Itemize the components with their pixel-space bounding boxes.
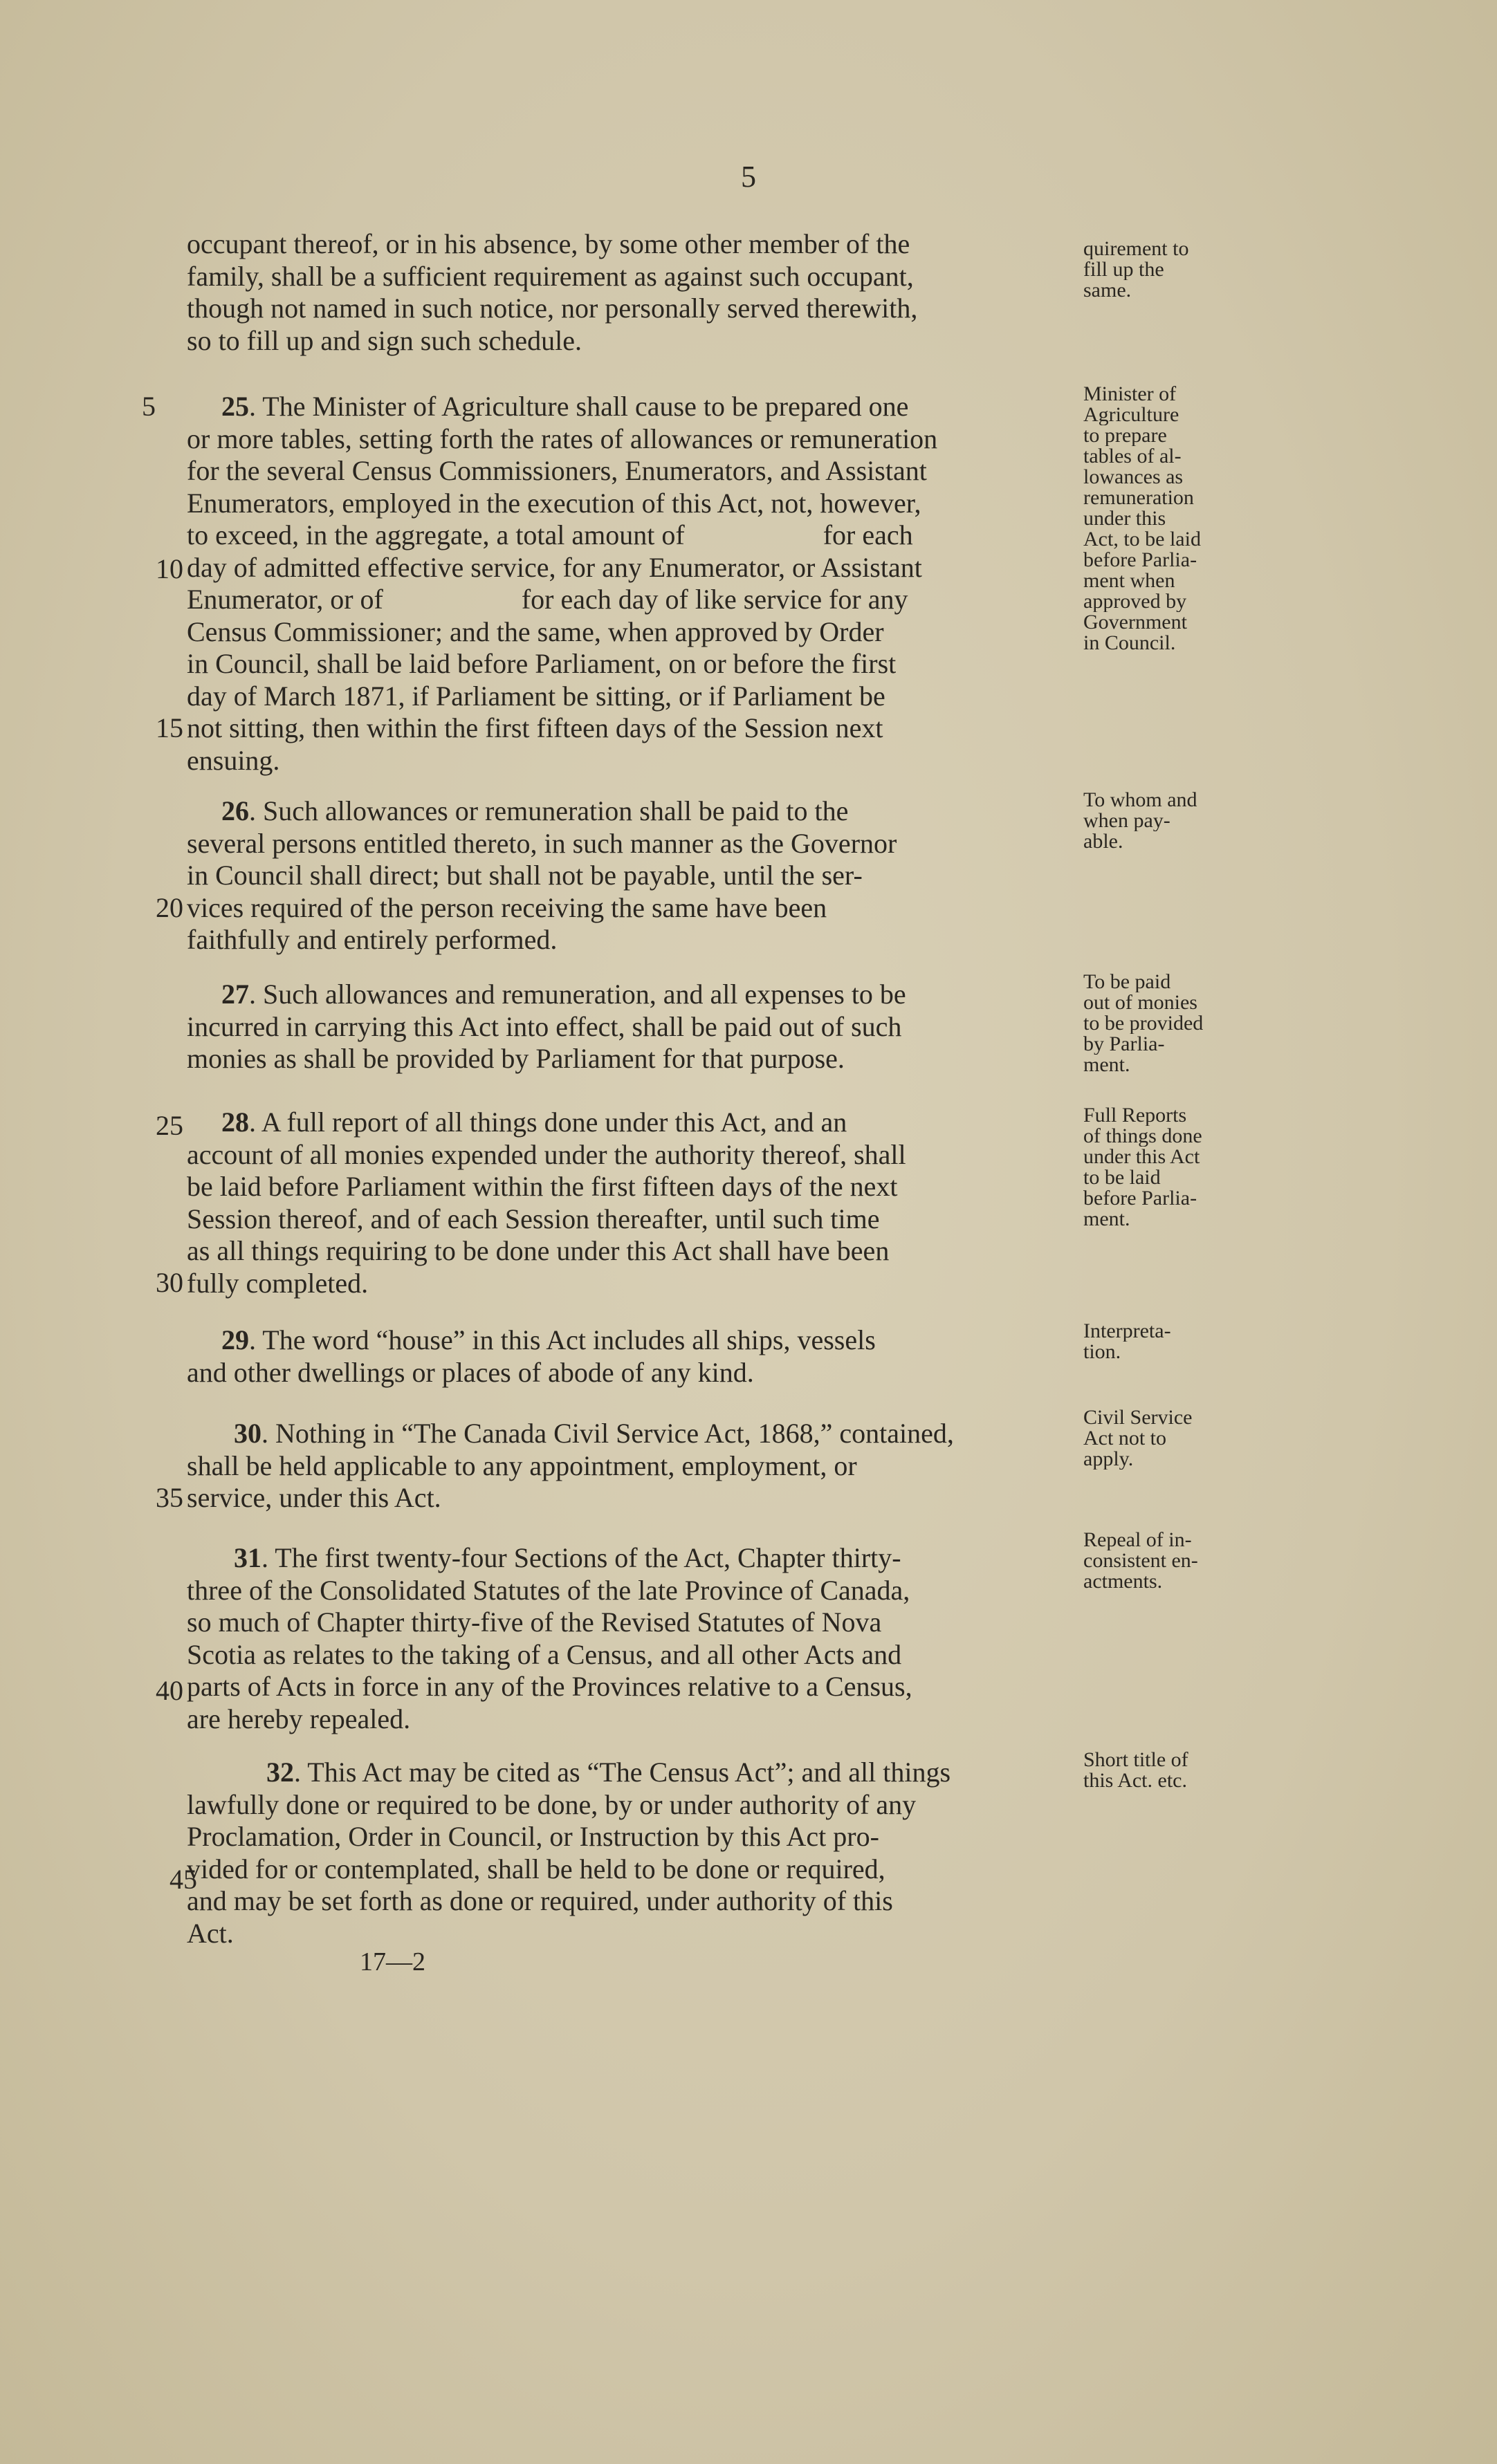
margin-note-32 xyxy=(1083,1750,1263,1791)
margin-note-line: before Parlia- xyxy=(1083,1188,1197,1209)
text-line: so much of Chapter thirty-five of the Revised Statutes of Nova xyxy=(187,1606,882,1638)
text-line: ensuing. xyxy=(187,744,280,776)
margin-note-line: ment. xyxy=(1083,1209,1130,1230)
margin-note-line: Government xyxy=(1083,612,1187,633)
section-number: 29 xyxy=(221,1324,249,1355)
section-32 xyxy=(187,1757,1100,1949)
line-number: 45 xyxy=(169,1864,197,1895)
section-number: 27 xyxy=(221,979,249,1010)
text-line: and may be set forth as done or required, under authority of this xyxy=(187,1885,893,1916)
margin-note-line: tables of al- xyxy=(1083,446,1182,467)
text-line-content: . A full report of all things done under this Act, and an xyxy=(249,1106,847,1138)
text-line: service, under this Act. xyxy=(187,1482,441,1513)
margin-note-line: Act, to be laid xyxy=(1083,529,1201,550)
text-line: account of all monies expended under the authority thereof, shall xyxy=(187,1138,906,1170)
margin-note-line: by Parlia- xyxy=(1083,1034,1165,1055)
margin-note-26 xyxy=(1083,790,1263,852)
text-line: or more tables, setting forth the rates of allowances or remuneration xyxy=(187,423,938,454)
text-line-content: . The Minister of Agriculture shall cause to be prepared one xyxy=(249,391,909,422)
section-29 xyxy=(187,1324,1100,1389)
section-30 xyxy=(187,1418,1100,1514)
text-line xyxy=(187,1324,1100,1357)
margin-note-line: able. xyxy=(1083,831,1123,852)
page-number: 5 xyxy=(741,160,756,194)
margin-note-line: to prepare xyxy=(1083,425,1167,446)
text-line xyxy=(187,1757,1100,1789)
margin-note-29 xyxy=(1083,1321,1263,1362)
text-line: several persons entitled thereto, in such manner as the Governor xyxy=(187,827,897,859)
text-line: are hereby repealed. xyxy=(187,1703,411,1734)
text-line: not sitting, then within the first fifteen days of the Session next xyxy=(187,712,883,743)
text-line-content: . The first twenty-four Sections of the Act, Chapter thirty- xyxy=(261,1542,901,1573)
section-26 xyxy=(187,795,1100,956)
text-line: fully completed. xyxy=(187,1267,369,1299)
margin-note-line: Repeal of in- xyxy=(1083,1530,1192,1550)
text-line xyxy=(187,795,1100,828)
margin-note-line: approved by xyxy=(1083,591,1187,612)
text-line: shall be held applicable to any appointment, employment, or xyxy=(187,1449,857,1481)
margin-note-line: To be paid xyxy=(1083,972,1171,992)
text-line xyxy=(187,1106,1100,1139)
margin-note-line: under this Act xyxy=(1083,1147,1200,1167)
text-line: Proclamation, Order in Council, or Instruction by this Act pro- xyxy=(187,1821,879,1852)
text-line: be laid before Parliament within the first fifteen days of the next xyxy=(187,1171,898,1202)
margin-note-line: Full Reports xyxy=(1083,1105,1187,1126)
text-line xyxy=(187,979,1100,1011)
section-number: 25 xyxy=(221,391,249,422)
text-line: to exceed, in the aggregate, a total amount of for each xyxy=(187,519,913,550)
margin-note-line: ment. xyxy=(1083,1055,1130,1075)
text-line: day of March 1871, if Parliament be sitting, or if Parliament be xyxy=(187,680,885,712)
text-line: day of admitted effective service, for any Enumerator, or Assistant xyxy=(187,551,922,583)
margin-note-28 xyxy=(1083,1105,1263,1230)
text-line: vices required of the person receiving the same have been xyxy=(187,891,827,923)
margin-note-line: Short title of xyxy=(1083,1750,1188,1770)
margin-note-line: fill up the xyxy=(1083,259,1164,280)
signature-mark: 17—2 xyxy=(360,1947,425,1976)
margin-note-31 xyxy=(1083,1530,1263,1592)
margin-note-27 xyxy=(1083,972,1263,1075)
section-number: 30 xyxy=(234,1418,261,1449)
margin-note-line: tion. xyxy=(1083,1342,1121,1362)
text-line: three of the Consolidated Statutes of the late Province of Canada, xyxy=(187,1574,910,1606)
margin-note-line: Civil Service xyxy=(1083,1407,1193,1428)
text-line: and other dwellings or places of abode of any kind. xyxy=(187,1356,754,1388)
text-line-content: . Such allowances or remuneration shall be paid to the xyxy=(249,795,849,826)
text-line: though not named in such notice, nor personally served therewith, xyxy=(187,293,918,324)
margin-note-line: apply. xyxy=(1083,1449,1134,1470)
section-continuation xyxy=(187,228,1100,357)
margin-note-continuation xyxy=(1083,239,1263,301)
section-number: 28 xyxy=(221,1106,249,1138)
text-line-content: . This Act may be cited as “The Census Act”; and all things xyxy=(294,1757,951,1788)
margin-note-line: under this xyxy=(1083,508,1166,529)
text-line: faithfully and entirely performed. xyxy=(187,924,558,955)
line-number: 5 xyxy=(142,391,156,422)
text-line: Scotia as relates to the taking of a Census, and all other Acts and xyxy=(187,1638,902,1670)
margin-note-line: consistent en- xyxy=(1083,1550,1198,1571)
margin-note-line: quirement to xyxy=(1083,239,1189,259)
margin-note-line: actments. xyxy=(1083,1571,1163,1592)
line-number: 35 xyxy=(156,1482,183,1513)
margin-note-line: To whom and xyxy=(1083,790,1197,810)
text-line xyxy=(187,1418,1100,1450)
text-line: family, shall be a sufficient requirement as against such occupant, xyxy=(187,260,914,292)
line-number: 15 xyxy=(156,712,183,743)
text-line xyxy=(187,391,1100,423)
section-27 xyxy=(187,979,1100,1075)
margin-note-line: before Parlia- xyxy=(1083,550,1197,571)
line-number: 10 xyxy=(156,553,183,584)
margin-note-line: of things done xyxy=(1083,1126,1202,1147)
section-31 xyxy=(187,1542,1100,1735)
text-line: parts of Acts in force in any of the Provinces relative to a Census, xyxy=(187,1671,912,1702)
margin-note-line: to be provided xyxy=(1083,1013,1204,1034)
text-line: Enumerator, or of for each day of like service for any xyxy=(187,584,908,615)
margin-note-25 xyxy=(1083,384,1263,654)
text-line: Act. xyxy=(187,1917,234,1949)
section-25 xyxy=(187,391,1100,777)
line-number: 20 xyxy=(156,892,183,923)
text-line: Session thereof, and of each Session thereafter, until such time xyxy=(187,1203,880,1234)
line-number: 30 xyxy=(156,1267,183,1298)
section-number: 26 xyxy=(221,795,249,826)
text-line: lawfully done or required to be done, by or under authority of any xyxy=(187,1788,917,1820)
section-number: 32 xyxy=(266,1757,294,1788)
text-line: in Council, shall be laid before Parliament, on or before the first xyxy=(187,648,897,679)
text-line: incurred in carrying this Act into effect, shall be paid out of such xyxy=(187,1010,902,1042)
text-line: so to fill up and sign such schedule. xyxy=(187,324,582,356)
text-line: Enumerators, employed in the execution of this Act, not, however, xyxy=(187,487,921,519)
text-line-content: . Nothing in “The Canada Civil Service Act, 1868,” contained, xyxy=(261,1418,954,1449)
margin-note-line: Act not to xyxy=(1083,1428,1166,1449)
text-line: in Council shall direct; but shall not be payable, until the ser- xyxy=(187,860,863,891)
margin-note-line: remuneration xyxy=(1083,488,1194,508)
margin-note-line: in Council. xyxy=(1083,633,1176,654)
section-number: 31 xyxy=(234,1542,261,1573)
text-line: vided for or contemplated, shall be held to be done or required, xyxy=(187,1853,885,1884)
text-line-content: . The word “house” in this Act includes all ships, vessels xyxy=(249,1324,876,1355)
margin-note-line: when pay- xyxy=(1083,810,1170,831)
margin-note-30 xyxy=(1083,1407,1263,1470)
section-28 xyxy=(187,1106,1100,1299)
margin-note-line: out of monies xyxy=(1083,992,1197,1013)
text-line-content: . Such allowances and remuneration, and all expenses to be xyxy=(249,979,906,1010)
text-line: occupant thereof, or in his absence, by some other member of the xyxy=(187,228,910,259)
margin-note-line: to be laid xyxy=(1083,1167,1161,1188)
text-line: as all things requiring to be done under this Act shall have been xyxy=(187,1235,890,1266)
line-number: 40 xyxy=(156,1675,183,1706)
line-number: 25 xyxy=(156,1110,183,1141)
text-line: Census Commissioner; and the same, when approved by Order xyxy=(187,615,884,647)
margin-note-line: Agriculture xyxy=(1083,405,1179,425)
margin-note-line: same. xyxy=(1083,280,1132,301)
margin-note-line: Interpreta- xyxy=(1083,1321,1171,1342)
text-line: for the several Census Commissioners, Enumerators, and Assistant xyxy=(187,455,927,486)
text-line xyxy=(187,1542,1100,1575)
margin-note-line: ment when xyxy=(1083,571,1175,591)
margin-note-line: lowances as xyxy=(1083,467,1184,488)
text-line: monies as shall be provided by Parliament for that purpose. xyxy=(187,1043,845,1074)
margin-note-line: this Act. etc. xyxy=(1083,1770,1187,1791)
margin-note-line: Minister of xyxy=(1083,384,1177,405)
